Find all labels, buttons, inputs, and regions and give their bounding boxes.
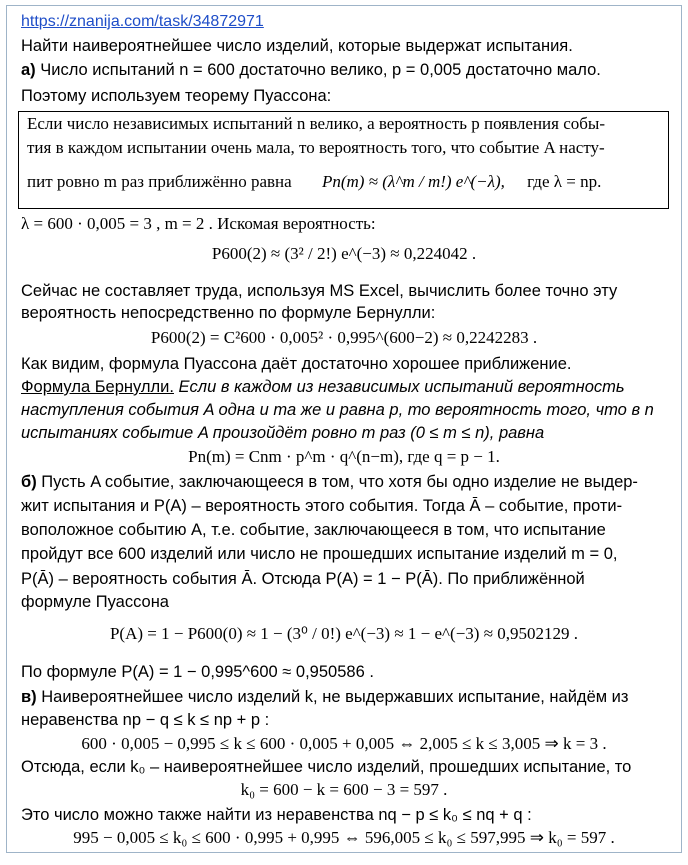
bernoulli-title: Формула Бернулли.: [21, 378, 174, 396]
source-link[interactable]: https://znanija.com/task/34872971: [21, 13, 264, 30]
part-b-line-2: жит испытания и P(A) – вероятность этого события. Тогда Ā – событие, проти-: [21, 497, 623, 515]
formula-k0-inequality: 995 − 0,005 ≤ k₀ ≤ 600 · 0,995 + 0,995 ⇔ 596,005 ≤ k₀ ≤ 597,995 ⇒ k₀ = 597 .: [73, 828, 615, 847]
part-c-text: Наивероятнейшее число изделий k, не выдержавших испытание, найдём из: [41, 688, 629, 706]
formula-bernoulli: Pn(m) = Cnm · p^m · q^(n−m), где q = p − 1.: [188, 447, 500, 466]
formula-k0: k₀ = 600 − k = 600 − 3 = 597 .: [240, 780, 448, 799]
exact-complement-line: По формуле P(A) = 1 − 0,995^600 ≈ 0,950586 .: [21, 663, 374, 681]
bernoulli-def-line-2: [21, 400, 654, 420]
formula-complement: P(A) = 1 − P600(0) ≈ 1 − (3⁰ / 0!) e^(−3) ≈ 1 − e^(−3) ≈ 0,9502129 .: [109, 624, 579, 643]
part-a-text: Число испытаний n = 600 достаточно велико, p = 0,005 достаточно мало.: [40, 61, 601, 79]
part-c-label: в): [21, 688, 37, 706]
bernoulli-def-text-1: Если в каждом из независимых испытаний вероятность: [178, 378, 625, 396]
formula-k-inequality: 600 · 0,005 − 0,995 ≤ k ≤ 600 · 0,005 + 0,005 ⇔ 2,005 ≤ k ≤ 3,005 ⇒ k = 3 .: [81, 734, 607, 753]
task-statement: Найти наивероятнейшее число изделий, которые выдержат испытания.: [21, 37, 573, 55]
part-a-label: а): [21, 61, 36, 79]
bernoulli-def-line-1: [21, 377, 625, 397]
formula-poisson-estimate: P600(2) ≈ (3² / 2!) e^(−3) ≈ 0,224042 .: [211, 244, 477, 263]
bernoulli-def-text-3: испытаниях событие A произойдёт ровно m раз (0 ≤ m ≤ n), равна: [21, 424, 545, 442]
part-c-line-4: Это число можно также найти из неравенства nq − p ≤ k₀ ≤ nq + q :: [21, 806, 532, 824]
theorem-text: пит ровно m раз приближённо равна: [27, 172, 292, 191]
part-b-text: Пусть A событие, заключающееся в том, что хотя бы одно изделие не выдер-: [41, 473, 638, 491]
source-link-line: [21, 11, 264, 32]
excel-line-2: вероятность непосредственно по формуле Бернулли:: [21, 304, 436, 322]
part-b-label: б): [21, 473, 37, 491]
formula-bernoulli-exact: P600(2) = C²600 · 0,005² · 0,995^(600−2) ≈ 0,2242283 .: [150, 328, 538, 347]
document-page: [6, 5, 682, 853]
theorem-line-3: [27, 172, 601, 192]
bernoulli-def-line-3: [21, 423, 544, 443]
part-a-line: [21, 60, 601, 80]
part-b-line-3: воположное событию A, т.е. событие, заключающееся в том, что испытание: [21, 521, 606, 539]
part-b-line-6: формуле Пуассона: [21, 593, 169, 611]
theorem-line-1: Если число независимых испытаний n велико, а вероятность p появления собы-: [27, 114, 605, 133]
part-b-line-5: P(Ā) – вероятность события Ā. Отсюда P(A) = 1 − P(Ā). По приближённой: [21, 570, 585, 588]
part-b-line-4: пройдут все 600 изделий или число не прошедших испытание изделий m = 0,: [21, 545, 618, 563]
poisson-formula: Pn(m) ≈ (λ^m / m!) e^(−λ),: [321, 172, 505, 191]
lambda-calc: λ = 600 · 0,005 = 3 , m = 2 . Искомая вероятность:: [21, 214, 376, 233]
lambda-definition: где λ = np.: [527, 172, 602, 191]
part-c-line-2: неравенства np − q ≤ k ≤ np + p :: [21, 711, 270, 729]
excel-line-1: Сейчас не составляет труда, используя MS Excel, вычислить более точно эту: [21, 282, 618, 300]
bernoulli-def-text-2: наступления события A одна и та же и равна p, то вероятность того, что в n: [21, 401, 654, 419]
part-c-line-1: [21, 687, 628, 707]
conclusion-line: Как видим, формула Пуассона даёт достаточно хорошее приближение.: [21, 355, 572, 373]
theorem-line-2: тия в каждом испытании очень мала, то вероятность того, что событие A насту-: [27, 138, 605, 157]
poisson-intro: Поэтому используем теорему Пуассона:: [21, 87, 332, 105]
part-b-line-1: [21, 472, 638, 492]
part-c-line-3: Отсюда, если k₀ – наивероятнейшее число изделий, прошедших испытание, то: [21, 758, 632, 776]
